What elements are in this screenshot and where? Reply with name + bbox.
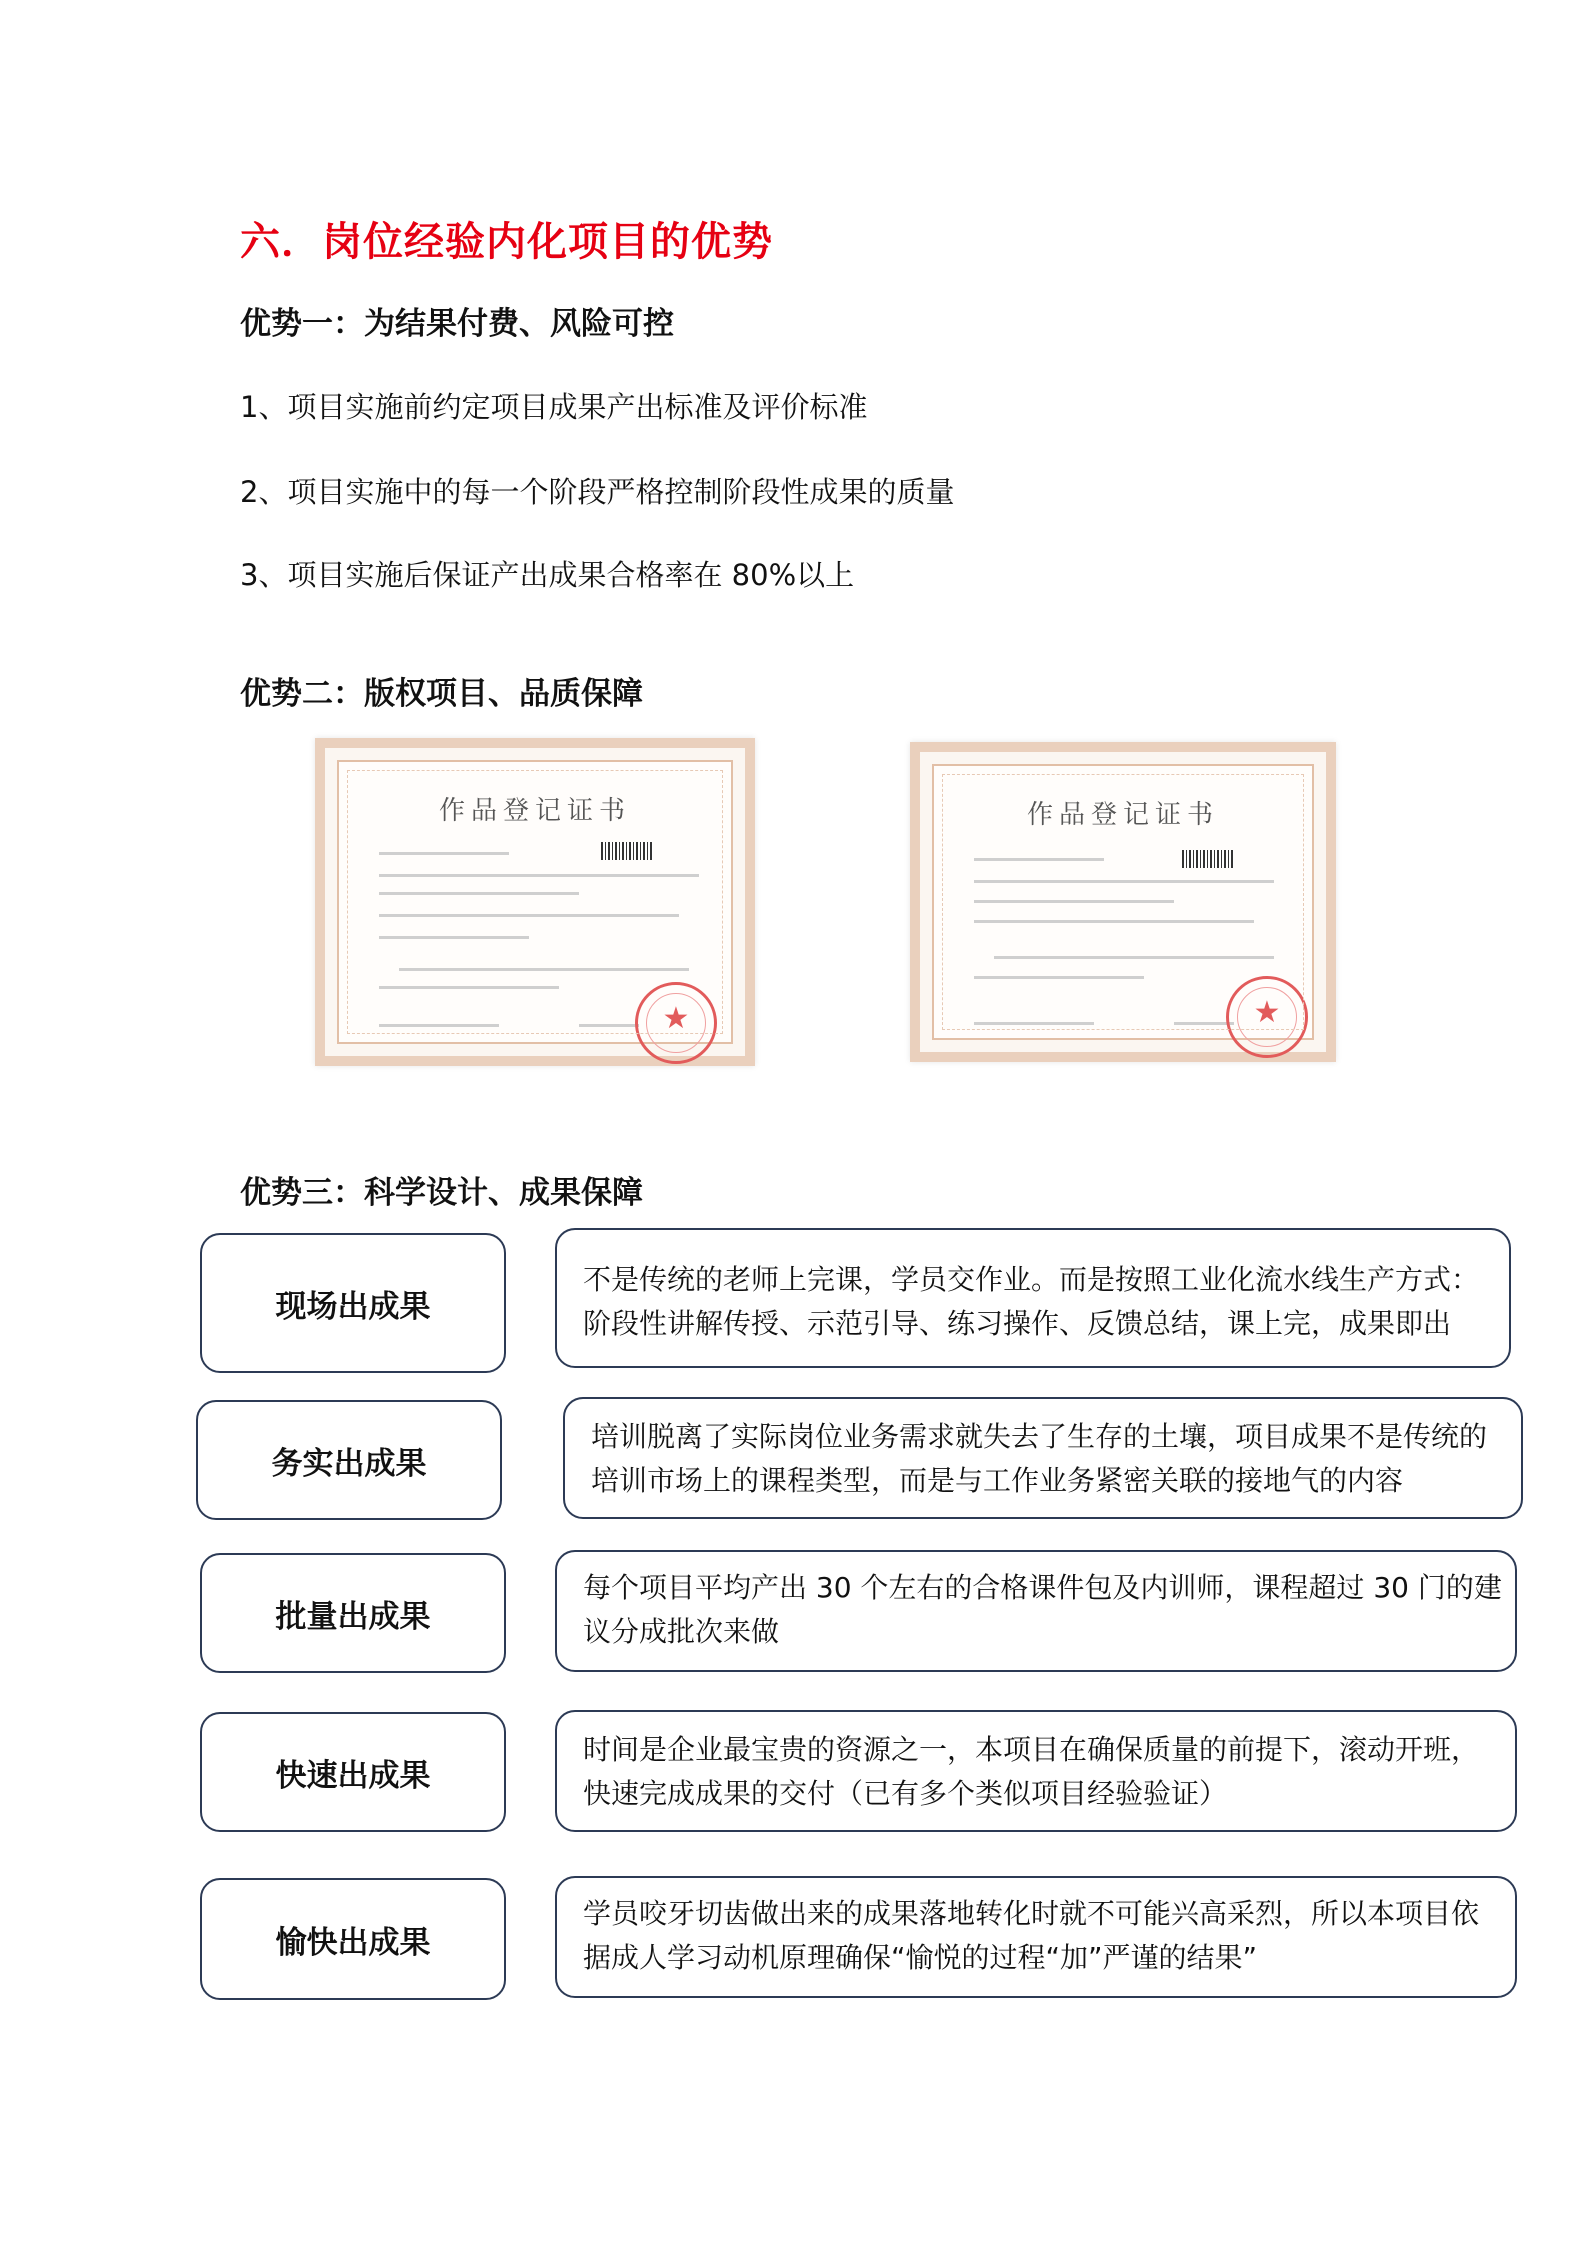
result-label-onsite: 现场出成果 (200, 1233, 506, 1373)
description-line: 培训市场上的课程类型，而是与工作业务紧密关联的接地气的内容 (591, 1464, 1404, 1497)
result-label-fast: 快速出成果 (200, 1712, 506, 1832)
advantage-one-item-3: 3、项目实施后保证产出成果合格率在 80%以上 (240, 558, 855, 592)
advantage-one-heading: 优势一：为结果付费、风险可控 (240, 306, 674, 342)
result-description-batch (555, 1550, 1517, 1672)
advantage-three-heading: 优势三：科学设计、成果保障 (240, 1175, 643, 1211)
description-line: 学员咬牙切齿做出来的成果落地转化时就不可能兴高采烈，所以本项目依 (583, 1897, 1480, 1930)
description-line: 时间是企业最宝贵的资源之一，本项目在确保质量的前提下，滚动开班， (583, 1733, 1480, 1766)
result-label-happy: 愉快出成果 (200, 1878, 506, 2000)
description-line: 快速完成成果的交付（已有多个类似项目经验验证） (583, 1777, 1228, 1810)
barcode-icon (1182, 850, 1234, 868)
certificate-image-1 (315, 738, 755, 1066)
red-seal-icon (1226, 976, 1308, 1058)
certificate-title: 作品登记证书 (438, 796, 631, 826)
result-description-practical (563, 1397, 1523, 1519)
result-label-batch: 批量出成果 (200, 1553, 506, 1673)
description-line: 每个项目平均产出 30 个左右的合格课件包及内训师，课程超过 30 门的建 (583, 1571, 1502, 1604)
advantage-one-item-1: 1、项目实施前约定项目成果产出标准及评价标准 (240, 390, 868, 424)
description-line: 据成人学习动机原理确保“愉悦的过程“加”严谨的结果” (583, 1941, 1258, 1974)
description-line: 阶段性讲解传授、示范引导、练习操作、反馈总结，课上完，成果即出 (583, 1307, 1452, 1340)
advantage-two-heading: 优势二：版权项目、品质保障 (240, 676, 643, 712)
description-line: 培训脱离了实际岗位业务需求就失去了生存的土壤，项目成果不是传统的 (591, 1420, 1488, 1453)
advantage-one-item-2: 2、项目实施中的每一个阶段严格控制阶段性成果的质量 (240, 475, 955, 509)
barcode-icon (601, 842, 653, 860)
result-description-happy (555, 1876, 1517, 1998)
result-label-practical: 务实出成果 (196, 1400, 502, 1520)
result-description-fast (555, 1710, 1517, 1832)
description-line: 议分成批次来做 (583, 1615, 780, 1648)
description-line: 不是传统的老师上完课，学员交作业。而是按照工业化流水线生产方式： (583, 1263, 1480, 1296)
certificate-image-2 (910, 742, 1336, 1062)
section-title: 六．岗位经验内化项目的优势 (240, 219, 773, 265)
red-seal-icon (635, 982, 717, 1064)
certificate-title: 作品登记证书 (1026, 800, 1219, 830)
result-description-onsite (555, 1228, 1511, 1368)
